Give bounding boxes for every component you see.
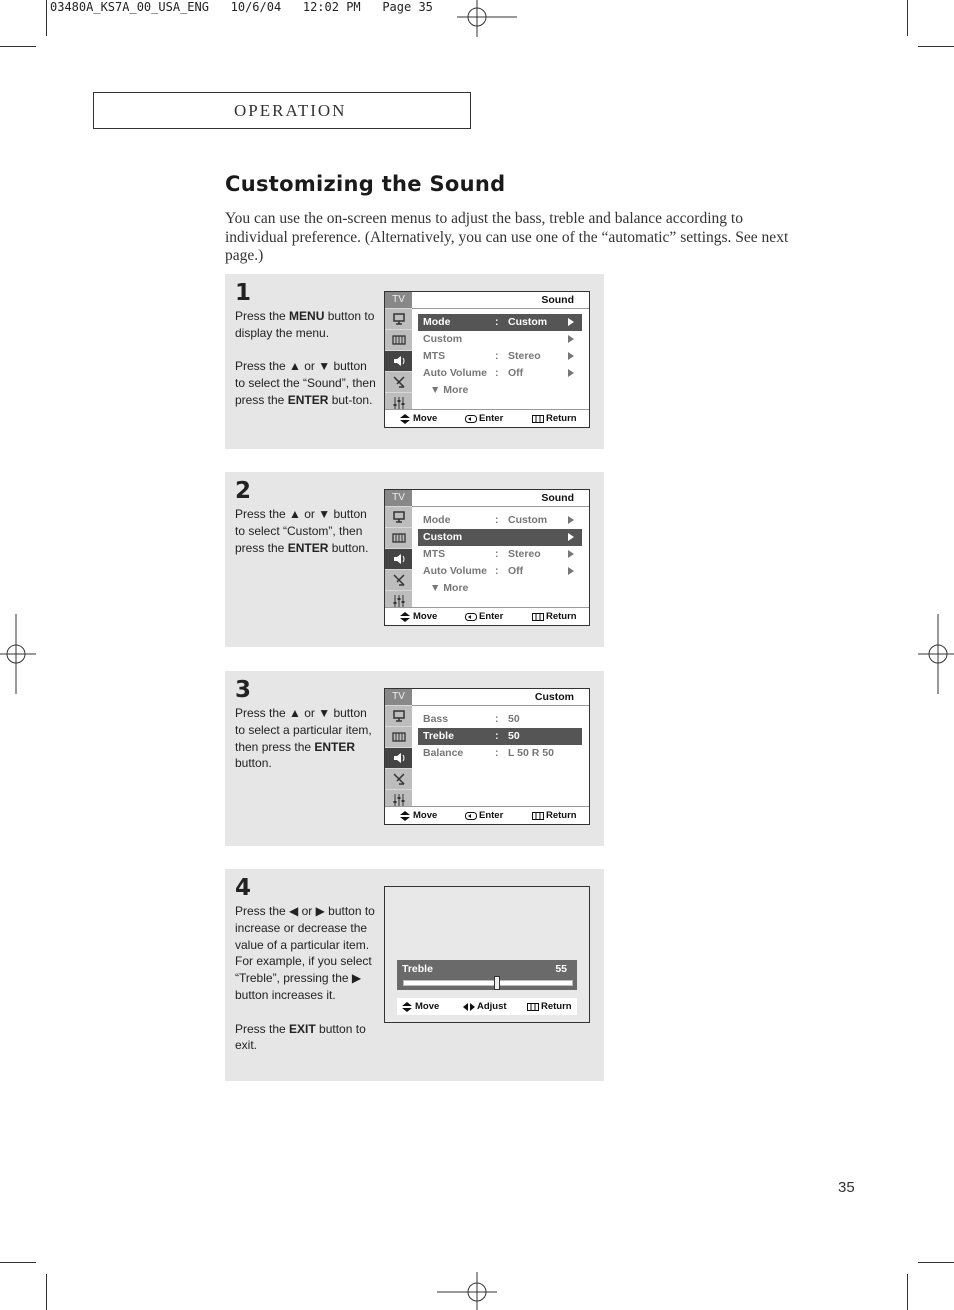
- tv-menu-screen: [384, 688, 590, 825]
- return-icon: [532, 811, 544, 821]
- return-icon: [532, 414, 544, 424]
- footer-adjust: Adjust: [463, 1001, 507, 1012]
- crop-mark: [907, 1274, 908, 1310]
- menu-item[interactable]: Bass : 50: [423, 713, 520, 725]
- more-item[interactable]: ▼ More: [430, 582, 469, 594]
- footer-return: Return: [532, 413, 577, 424]
- step-number: 3: [235, 677, 252, 703]
- treble-slider[interactable]: [403, 980, 573, 986]
- step-number: 1: [235, 280, 252, 306]
- speaker-icon[interactable]: [385, 350, 412, 371]
- enter-icon: [465, 612, 477, 622]
- footer-move: Move: [399, 810, 437, 821]
- antenna-icon[interactable]: [385, 371, 412, 392]
- intro-paragraph: You can use the on-screen menus to adjust the bass, treble and balance according to individual preference. (Alternatively, you can use one of the “automatic” settings. See next page.): [225, 210, 789, 264]
- step-instructions: Press the MENU button to display the menu. Press the ▲ or ▼ button to select the “Sound”, then press the ENTER but-ton.: [235, 309, 376, 407]
- speaker-icon[interactable]: [385, 747, 412, 768]
- step-number: 4: [235, 875, 252, 901]
- footer-move: Move: [399, 611, 437, 622]
- chevron-right-icon: [568, 533, 574, 541]
- footer-enter: Enter: [465, 611, 503, 622]
- more-item[interactable]: ▼ More: [430, 384, 469, 396]
- chevron-right-icon: [568, 369, 574, 377]
- up-down-arrow-icon: [399, 612, 411, 622]
- registration-mark-icon: [457, 0, 517, 37]
- picture-icon[interactable]: [385, 705, 412, 726]
- menu-item[interactable]: Balance : L 50 R 50: [423, 747, 554, 759]
- step-panel-4: [225, 869, 604, 1081]
- channel-icon[interactable]: [385, 726, 412, 747]
- channel-icon[interactable]: [385, 329, 412, 350]
- footer-move: Move: [399, 413, 437, 424]
- treble-adjust-bar: [397, 960, 577, 990]
- chevron-right-icon: [568, 516, 574, 524]
- print-slug: 03480A_KS7A_00_USA_ENG 10/6/04 12:02 PM Page 35: [50, 0, 433, 14]
- left-right-arrow-icon: [463, 1002, 475, 1012]
- crop-mark: [46, 0, 47, 36]
- treble-label: Treble: [402, 963, 433, 975]
- crop-mark: [907, 0, 908, 36]
- step-number: 2: [235, 478, 252, 504]
- screen-title: Custom: [534, 691, 574, 703]
- menu-item[interactable]: MTS : Stereo: [418, 546, 582, 563]
- antenna-icon[interactable]: [385, 569, 412, 590]
- menu-list: [418, 711, 582, 762]
- chevron-right-icon: [568, 352, 574, 360]
- screen-title: Sound: [541, 294, 574, 306]
- screen-footer: [385, 607, 589, 625]
- step-instructions: Press the ▲ or ▼ button to select “Custom”, then press the ENTER button.: [235, 507, 369, 555]
- chevron-right-icon: [568, 550, 574, 558]
- crop-mark: [46, 1274, 47, 1310]
- tv-menu-screen: [384, 489, 590, 626]
- tv-label: TV: [385, 292, 412, 308]
- menu-list: [418, 512, 582, 597]
- speaker-icon[interactable]: [385, 548, 412, 569]
- tv-menu-screen: [384, 291, 590, 428]
- step-instructions: Press the ◀ or ▶ button to increase or decrease the value of a particular item. For example, if you select “Treble”, pressing the ▶ button increases it. Press the EXIT button to exit.: [235, 904, 375, 1053]
- step-panel-3: [225, 671, 604, 846]
- footer-return: Return: [532, 611, 577, 622]
- chevron-right-icon: [568, 318, 574, 326]
- step-instructions: Press the ▲ or ▼ button to select a particular item, then press the ENTER button.: [235, 706, 372, 771]
- registration-mark-icon: [437, 1272, 497, 1310]
- chevron-right-icon: [568, 567, 574, 575]
- screen-footer: [385, 806, 589, 824]
- crop-mark: [918, 1262, 954, 1263]
- up-down-arrow-icon: [401, 1002, 413, 1012]
- treble-value: 55: [555, 963, 567, 975]
- crop-mark: [0, 1262, 36, 1263]
- crop-mark: [918, 46, 954, 47]
- enter-icon: [465, 414, 477, 424]
- menu-item[interactable]: MTS : Stereo: [418, 348, 582, 365]
- up-down-arrow-icon: [399, 414, 411, 424]
- menu-icon-column: [385, 689, 412, 824]
- menu-item[interactable]: Mode : Custom: [418, 314, 582, 331]
- registration-mark-icon: [0, 614, 36, 694]
- menu-icon-column: [385, 490, 412, 625]
- antenna-icon[interactable]: [385, 768, 412, 789]
- tv-label: TV: [385, 689, 412, 705]
- footer-enter: Enter: [465, 810, 503, 821]
- slider-thumb[interactable]: [494, 976, 500, 990]
- crop-mark: [0, 46, 36, 47]
- menu-item[interactable]: Auto Volume : Off: [418, 365, 582, 382]
- footer-return: Return: [527, 1001, 572, 1012]
- menu-item[interactable]: Custom: [418, 331, 582, 348]
- menu-item[interactable]: Auto Volume : Off: [418, 563, 582, 580]
- footer-enter: Enter: [465, 413, 503, 424]
- channel-icon[interactable]: [385, 527, 412, 548]
- page-title: Customizing the Sound: [225, 172, 506, 196]
- menu-item[interactable]: Custom: [418, 529, 582, 546]
- picture-icon[interactable]: [385, 308, 412, 329]
- registration-mark-icon: [918, 614, 954, 694]
- tv-label: TV: [385, 490, 412, 506]
- menu-item[interactable]: Mode : Custom: [418, 512, 582, 529]
- footer-return: Return: [532, 810, 577, 821]
- up-down-arrow-icon: [399, 811, 411, 821]
- screen-footer: [397, 998, 577, 1015]
- enter-icon: [465, 811, 477, 821]
- step-panel-2: [225, 472, 604, 647]
- return-icon: [527, 1002, 539, 1012]
- section-label: OPERATION: [234, 101, 347, 120]
- section-header: [93, 92, 471, 129]
- menu-icon-column: [385, 292, 412, 427]
- chevron-right-icon: [568, 335, 574, 343]
- menu-list: [418, 314, 582, 399]
- footer-move: Move: [401, 1001, 439, 1012]
- menu-item[interactable]: Treble : 50: [418, 728, 582, 745]
- return-icon: [532, 612, 544, 622]
- picture-icon[interactable]: [385, 506, 412, 527]
- screen-footer: [385, 409, 589, 427]
- screen-title: Sound: [541, 492, 574, 504]
- page-number: 35: [838, 1179, 855, 1196]
- step-panel-1: [225, 274, 604, 449]
- tv-adjust-screen: [384, 886, 590, 1023]
